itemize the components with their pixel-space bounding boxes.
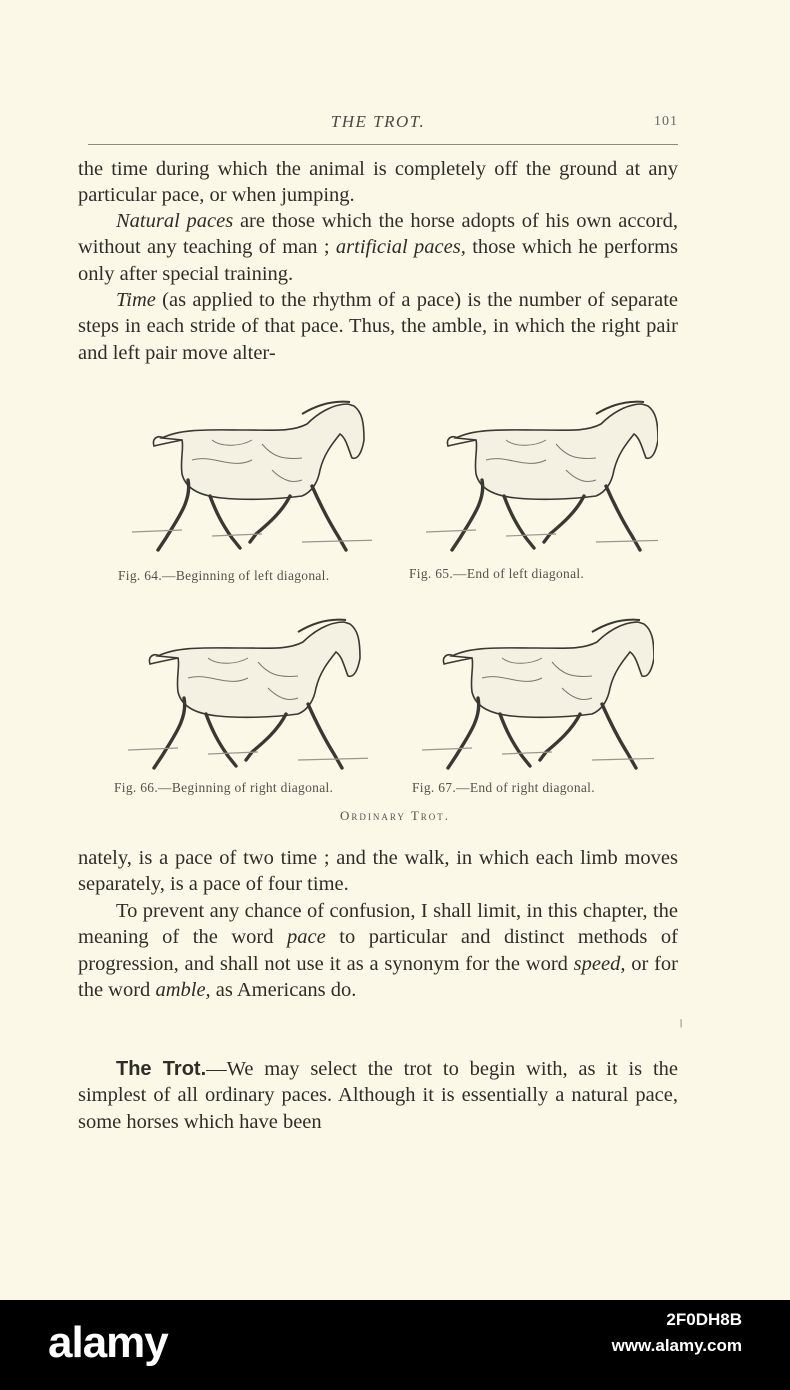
figure-65: [408, 394, 658, 556]
horse-trot-illustration: [118, 612, 368, 774]
paragraph-5-part-d: as Americans do.: [210, 978, 357, 1001]
paragraph-3-part: (as applied to the rhythm of a pace) is the number of separate steps in each stride of that pace. Thus, the amble, in which the right pair and left pair move alter-: [78, 289, 678, 364]
header-rule: [88, 144, 678, 145]
figure-64-caption: Fig. 64.—Beginning of left diagonal.: [118, 568, 330, 583]
paragraph-6-part: —We may select the trot to begin with, as it is the simplest of all ordinary paces. Although it is essentially a natural pace, some horses which have been: [78, 1058, 678, 1133]
alamy-logo: alamy: [48, 1318, 168, 1367]
figure-64: [122, 394, 372, 556]
term-artificial-paces: artificial paces,: [335, 236, 466, 259]
figure-66: [118, 612, 368, 774]
margin-mark: ╷: [677, 1013, 686, 1028]
horse-trot-illustration: [122, 394, 372, 556]
paragraph-2-part-b: those which he performs only after special training.: [78, 236, 678, 285]
running-head: [78, 112, 678, 138]
figure-66-caption: Fig. 66.—Beginning of right diagonal.: [114, 780, 334, 795]
horse-trot-illustration: [408, 394, 658, 556]
paragraph-5-part-c: or for the word: [78, 952, 679, 1001]
term-natural-paces: Natural paces: [116, 210, 234, 232]
paragraph-6: [78, 1056, 678, 1135]
paragraph-6-text: [78, 1056, 678, 1135]
horse-trot-illustration: [404, 612, 654, 774]
site-url: www.alamy.com: [611, 1336, 742, 1355]
page-number: 101: [654, 114, 678, 129]
paragraph-2: [78, 208, 678, 287]
stock-footer: [0, 1300, 790, 1390]
paragraph-3-text: [78, 287, 678, 366]
paragraph-2-text: [78, 208, 678, 287]
figure-plate: [0, 390, 790, 830]
section-heading-trot: The Trot.: [116, 1058, 207, 1080]
paragraph-3: [78, 287, 678, 366]
paragraph-5-text: [78, 898, 678, 1003]
stock-id: [612, 1310, 742, 1356]
paragraph-5-part-b: to particular and distinct methods of progression, and shall not use it as a synonym for the word: [78, 926, 678, 975]
term-speed: speed,: [573, 952, 626, 975]
term-time: Time: [116, 289, 156, 311]
paragraph-5-part-a: To prevent any chance of confusion, I shall limit, in this chapter, the meaning of the word: [78, 900, 678, 949]
paragraph-2-part-a: are those which the horse adopts of his own accord, without any teaching of man ;: [78, 210, 679, 259]
paragraph-1: [78, 156, 678, 209]
paragraph-4: [78, 845, 678, 898]
term-amble: amble,: [155, 978, 211, 1001]
term-pace: pace: [287, 926, 326, 949]
figure-67-caption: Fig. 67.—End of right diagonal.: [412, 780, 595, 795]
plate-title: Ordinary Trot.: [339, 808, 451, 823]
image-code: 2F0DH8B: [666, 1310, 742, 1329]
paragraph-4-text: nately, is a pace of two time ; and the walk, in which each limb moves separately, is a pace of four time.: [78, 847, 678, 896]
figure-65-caption: Fig. 65.—End of left diagonal.: [409, 566, 585, 581]
figure-67: [404, 612, 654, 774]
paragraph-5: [78, 898, 678, 1003]
running-title: THE TROT.: [330, 112, 426, 131]
paragraph-1-text: the time during which the animal is completely off the ground at any particular pace, or when jumping.: [78, 158, 678, 207]
